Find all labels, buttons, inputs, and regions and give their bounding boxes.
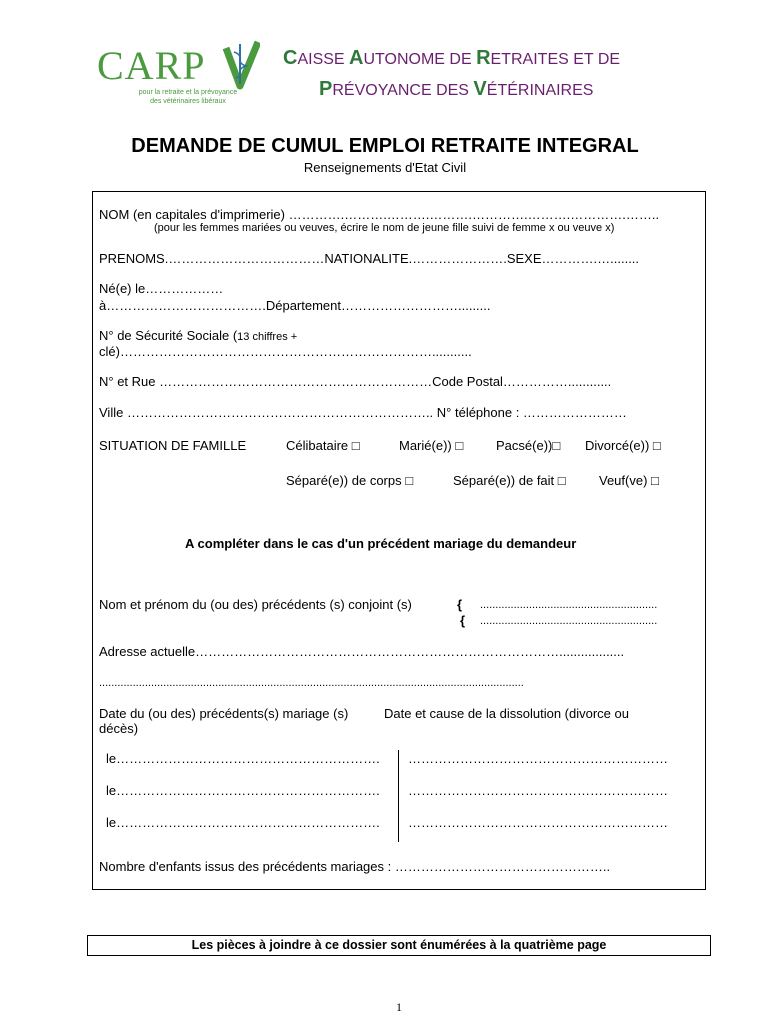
field-date-mariage-2[interactable]: le……………………………………………………. <box>106 783 380 798</box>
field-adresse[interactable]: Adresse actuelle………………………………………………………………………….................. <box>99 644 625 659</box>
org-name-line1 <box>283 47 620 70</box>
section-heading-precedent-mariage: A compléter dans le cas d'un précédent mariage du demandeur <box>185 536 577 551</box>
conjoint-brace-1: { <box>457 597 463 612</box>
org-word: AISSE <box>297 51 350 68</box>
logo-tagline <box>128 88 248 106</box>
field-nom[interactable]: NOM (en capitales d'imprimerie) ………….……….……….……….………….……….………….…….. <box>99 207 660 222</box>
field-cause-2[interactable]: …………………………………………………… <box>408 783 668 798</box>
org-initial: A <box>349 47 364 69</box>
field-prenoms-nationalite-sexe[interactable]: PRENOMS.………………………………NATIONALITE.………………….SEXE………….…........ <box>99 251 640 266</box>
logo-tagline-line2: des vétérinaires libéraux <box>150 98 226 105</box>
logo-caduceus-icon <box>222 38 260 90</box>
cause-dissolution-label: Date et cause de la dissolution (divorce ou <box>384 706 629 721</box>
checkbox-veuf[interactable]: Veuf(ve) □ <box>599 473 659 488</box>
org-word: UTONOME DE <box>363 51 477 68</box>
field-rue-code-postal[interactable]: N° et Rue ………………………………………………………Code Postal……………............ <box>99 374 612 389</box>
org-word: RÉVOYANCE DES <box>332 82 474 99</box>
document-title: DEMANDE DE CUMUL EMPLOI RETRAITE INTEGRAL <box>131 135 639 157</box>
situation-famille-label: SITUATION DE FAMILLE <box>99 438 247 453</box>
org-word: ETRAITES ET DE <box>490 51 621 68</box>
field-ville-telephone[interactable]: Ville …………………………………………………………….. N° téléphone : …………………… <box>99 405 627 420</box>
logo-wordmark: CARP <box>97 43 206 88</box>
field-secu-label <box>99 328 297 343</box>
org-word: ÉTÉRINAIRES <box>486 82 594 99</box>
field-nom-note: (pour les femmes mariées ou veuves, écrire le nom de jeune fille suivi de femme x ou veuve x) <box>154 222 615 234</box>
org-initial: R <box>476 47 491 69</box>
cause-dissolution-label-cont: décès) <box>99 721 139 736</box>
org-initial: C <box>283 47 298 69</box>
conjoint-label: Nom et prénom du (ou des) précédents (s) conjoint (s) <box>99 597 412 612</box>
field-nombre-enfants[interactable]: Nombre d'enfants issus des précédents mariages : ………………………………………….. <box>99 859 611 874</box>
checkbox-celibataire[interactable]: Célibataire □ <box>286 438 360 453</box>
date-mariage-label: Date du (ou des) précédents(s) mariage (s) <box>99 706 349 721</box>
secu-label-text: N° de Sécurité Sociale ( <box>99 328 238 343</box>
checkbox-divorce[interactable]: Divorcé(e)) □ <box>585 438 661 453</box>
conjoint-brace-2: { <box>460 613 466 628</box>
secu-label-hint: 13 chiffres + <box>237 331 298 343</box>
field-adresse-cont[interactable]: ........................................................................................................................................... <box>99 677 524 689</box>
checkbox-marie[interactable]: Marié(e)) □ <box>399 438 464 453</box>
page-number: 1 <box>396 1000 402 1014</box>
field-cause-3[interactable]: …………………………………………………… <box>408 815 668 830</box>
field-date-mariage-1[interactable]: le……………………………………………………. <box>106 751 380 766</box>
org-name-line2 <box>319 78 593 101</box>
field-conjoint-2[interactable]: .......................................................... <box>480 615 658 627</box>
checkbox-separe-corps[interactable]: Séparé(e)) de corps □ <box>286 473 414 488</box>
checkbox-pacse[interactable]: Pacsé(e))□ <box>496 438 561 453</box>
field-conjoint-1[interactable]: .......................................................... <box>480 599 658 611</box>
column-divider <box>398 750 399 842</box>
field-cause-1[interactable]: …………………………………………………… <box>408 751 668 766</box>
field-date-mariage-3[interactable]: le……………………………………………………. <box>106 815 380 830</box>
field-lieu-departement[interactable]: à……………………………….Département………………………......... <box>99 298 491 313</box>
document-subtitle: Renseignements d'Etat Civil <box>303 160 467 175</box>
org-initial: V <box>473 78 487 100</box>
field-secu[interactable]: clé)………………………………………………………………........... <box>99 344 472 359</box>
pieces-a-joindre-notice: Les pièces à joindre à ce dossier sont énumérées à la quatrième page <box>87 935 711 956</box>
field-ne-le[interactable]: Né(e) le……………… <box>99 281 224 296</box>
org-initial: P <box>319 78 333 100</box>
logo-tagline-line1: pour la retraite et la prévoyance <box>138 89 238 96</box>
checkbox-separe-fait[interactable]: Séparé(e)) de fait □ <box>453 473 566 488</box>
